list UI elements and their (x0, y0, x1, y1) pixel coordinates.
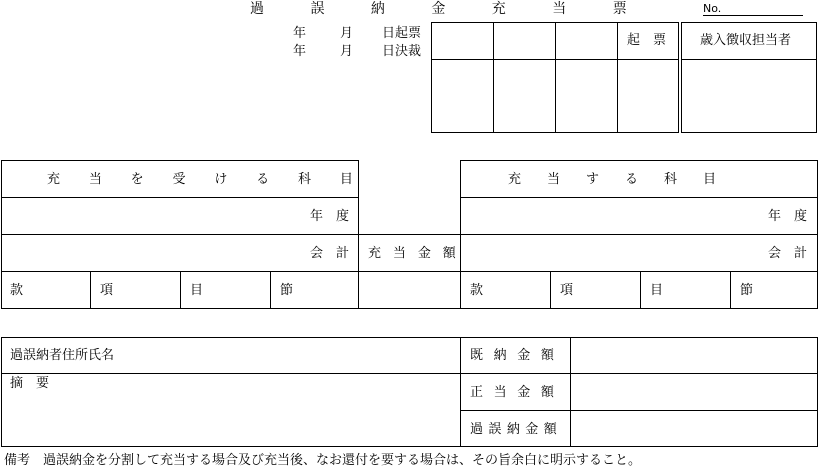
account-table-vline (640, 271, 641, 309)
receive-kou-label: 項 (100, 283, 114, 298)
receive-moku-label: 目 (190, 283, 204, 298)
apply-moku-label: 目 (650, 283, 664, 298)
date-year-kihyo: 年 (293, 26, 307, 41)
receive-header: 充 当 を 受 け る 科 目 (47, 172, 366, 187)
approval-grid-vline (617, 22, 618, 133)
date-month-kessai: 月 (340, 44, 354, 59)
apply-kan-label: 款 (470, 283, 484, 298)
receive-setsu-label: 節 (280, 283, 294, 298)
account-table-hline (1, 271, 818, 272)
account-table-vline (730, 271, 731, 309)
number-label: No. (703, 2, 722, 15)
remarks-note: 備考 過誤納金を分割して充当する場合及び充当後、なお還付を要する場合は、その旨余白に明示すること。 (4, 453, 642, 468)
account-table-vline (90, 271, 91, 309)
account-table-vline (270, 271, 271, 309)
overpaid-amount-label: 過 誤 納 金 額 (470, 422, 558, 437)
approval-kihyo-label: 起 票 (627, 33, 667, 48)
approval-grid-vline (493, 22, 494, 133)
tantosha-label: 歳入徴収担当者 (700, 33, 792, 48)
date-month-kihyo: 月 (340, 26, 354, 41)
form-title: 過 誤 納 金 充 当 票 (250, 1, 648, 17)
middle-amount-label: 充 当 金 額 (368, 246, 460, 261)
apply-year-label: 年 度 (768, 209, 808, 224)
date-day-kessai: 日決裁 (382, 44, 422, 59)
apply-setsu-label: 節 (740, 283, 754, 298)
correct-amount-label: 正 当 金 額 (470, 385, 558, 400)
payer-name-label: 過誤納者住所氏名 (10, 348, 115, 363)
account-table-hline (1, 234, 818, 235)
payer-table-vline (460, 337, 461, 447)
summary-label: 摘 要 (10, 376, 50, 391)
middle-column-bottom-line (358, 308, 460, 309)
receive-year-label: 年 度 (310, 209, 350, 224)
already-paid-label: 既 納 金 額 (470, 348, 558, 363)
payer-table (1, 337, 818, 447)
account-table-vline (550, 271, 551, 309)
date-year-kessai: 年 (293, 44, 307, 59)
receive-kan-label: 款 (10, 283, 24, 298)
payer-table-hline (1, 373, 818, 374)
account-table-vline (180, 271, 181, 309)
tantosha-hline (681, 59, 817, 60)
receive-account-label: 会 計 (310, 246, 350, 261)
account-table-vline (460, 160, 461, 309)
date-day-kihyo: 日起票 (382, 26, 422, 41)
middle-column-blank (359, 159, 460, 234)
approval-grid-vline (555, 22, 556, 133)
payer-table-hline (460, 410, 818, 411)
apply-header: 充 当 す る 科 目 (508, 172, 723, 187)
number-underline (703, 15, 803, 16)
apply-account-label: 会 計 (768, 246, 808, 261)
apply-kou-label: 項 (560, 283, 574, 298)
payer-table-vline (570, 337, 571, 447)
